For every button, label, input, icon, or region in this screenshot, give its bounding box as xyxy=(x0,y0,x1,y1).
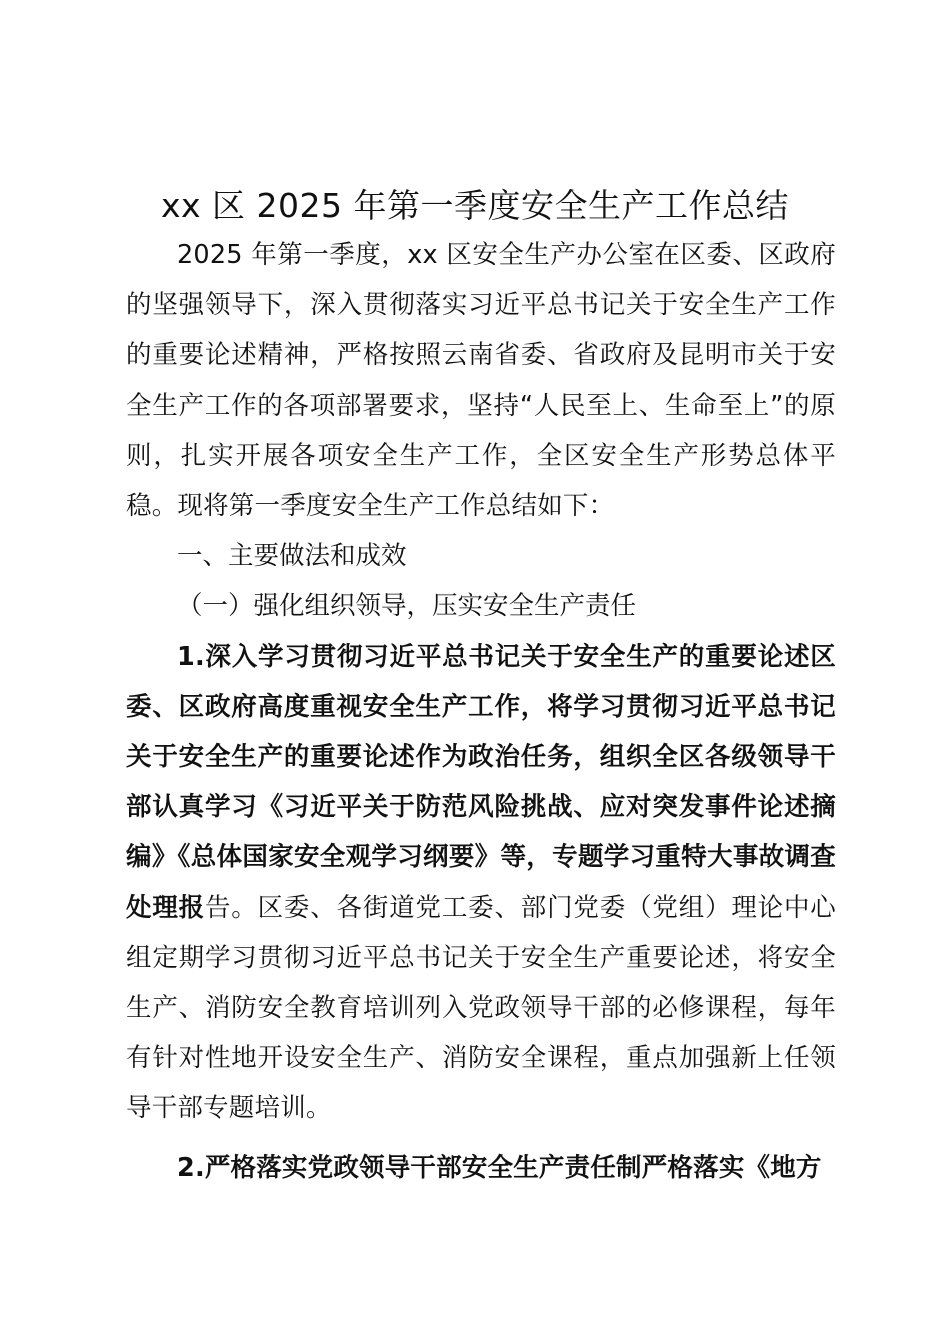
item-1-paragraph xyxy=(126,632,836,1134)
document-title: xx 区 2025 年第一季度安全生产工作总结 xyxy=(160,186,789,225)
item-1-body: 告。区委、各街道党工委、部门党委（党组）理论中心组定期学习贯彻习近平总书记关于安全生产重要论述，将安全生产、消防安全教育培训列入党政领导干部的必修课程，每年有针对性地开设安全生产、消防安全课程，重点加强新上任领导干部专题培训。 xyxy=(126,892,836,1124)
paragraph-spacer xyxy=(126,1134,836,1143)
item-2-paragraph xyxy=(126,1143,836,1193)
document-body xyxy=(126,230,836,1193)
item-1-bold-lead: 1.深入学习贯彻习近平总书记关于安全生产的重要论述区委、区政府高度重视安全生产工作，将学习贯彻习近平总书记关于安全生产的重要论述作为政治任务，组织全区各级领导干部认真学习《习近平关于防范风险挑战、应对突发事件论述摘编》《总体国家安全观学习纲要》等，专题学习重特大事故调查处理报 xyxy=(126,641,836,923)
intro-paragraph: 2025 年第一季度，xx 区安全生产办公室在区委、区政府的坚强领导下，深入贯彻落实习近平总书记关于安全生产工作的重要论述精神，严格按照云南省委、省政府及昆明市关于安全生产工作的各项部署要求，坚持“人民至上、生命至上”的原则，扎实开展各项安全生产工作，全区安全生产形势总体平稳。现将第一季度安全生产工作总结如下： xyxy=(126,240,836,522)
subsection-heading: （一）强化组织领导，压实安全生产责任 xyxy=(177,591,637,622)
section-heading: 一、主要做法和成效 xyxy=(177,541,407,572)
item-2-bold-lead: 2.严格落实党政领导干部安全生产责任制严格落实《地方 xyxy=(177,1152,822,1183)
